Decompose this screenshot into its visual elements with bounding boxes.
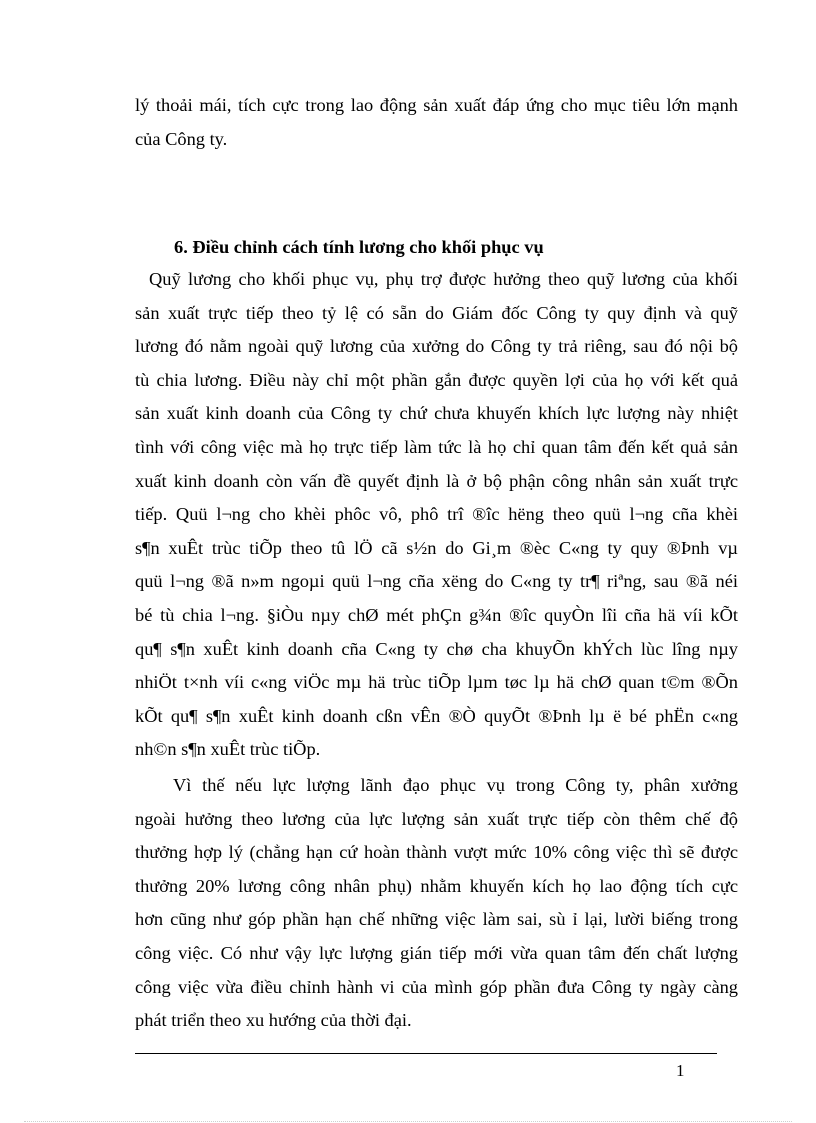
section-heading: 6. Điều chỉnh cách tính lương cho khối phục vụ xyxy=(174,237,544,257)
text-line: nh©n s¶n xuÊt trùc tiÕp. xyxy=(135,739,321,760)
page-number: 1 xyxy=(676,1061,685,1080)
paragraph-salary-fund xyxy=(135,263,738,767)
text-line: thưởng hợp lý (chẳng hạn cứ hoàn thành vượt mức 10% công việc thì sẽ được xyxy=(135,842,738,863)
text-line: tình với công việc mà họ trực tiếp làm tức là họ chỉ quan tâm đến kết quả sản xyxy=(135,436,738,457)
text-line: tù chia lương. Điều này chỉ một phần gắn được quyền lợi của họ với kết quả xyxy=(135,369,738,390)
text-line: ngoài hưởng theo lương của lực lượng sản xuất trực tiếp còn thêm chế độ xyxy=(135,808,738,829)
text-line: Quỹ lương cho khối phục vụ, phụ trợ được hưởng theo quỹ lương của khối xyxy=(149,269,738,289)
text-line: sản xuất trực tiếp theo tỷ lệ có sẵn do Giám đốc Công ty quy định và quỹ xyxy=(135,302,738,323)
text-line: xuất kinh doanh còn vấn đề quyết định là ở bộ phận công nhân sản xuất trực xyxy=(135,470,738,491)
text-line: nhiÖt t×nh víi c«ng viÖc mµ hä trùc tiÕp lµm tøc lµ hä chØ quan t©m ®Õn xyxy=(135,672,738,693)
text-line: sản xuất kinh doanh của Công ty chứ chưa khuyến khích lực lượng này nhiệt xyxy=(135,403,738,424)
text-line: tiếp. Quü l¬ng cho khèi phôc vô, phô trî ®îc hëng theo quü l¬ng cña khèi xyxy=(135,504,738,525)
text-line: thưởng 20% lương công nhân phụ) nhằm khuyến kích họ lao động tích cực xyxy=(135,875,738,896)
text-line: bé tù chia l¬ng. §iÒu nµy chØ mét phÇn g¾n ®îc quyÒn lîi cña hä víi kÕt xyxy=(135,604,738,625)
footer-divider xyxy=(135,1053,717,1054)
text-line: lý thoải mái, tích cực trong lao động sản xuất đáp ứng cho mục tiêu lớn mạnh xyxy=(135,95,738,115)
text-line: phát triển theo xu hướng của thời đại. xyxy=(135,1010,412,1031)
text-line: quü l¬ng ®ã n»m ngoµi quü l¬ng cña xëng do C«ng ty tr¶ riªng, sau ®ã néi xyxy=(135,571,738,592)
text-line: s¶n xuÊt trùc tiÕp theo tû lÖ cã s½n do Gi¸m ®èc C«ng ty quy ®Þnh vµ xyxy=(135,537,738,558)
text-line: lương đó nằm ngoài quỹ lương của xưởng do Công ty trả riêng, sau đó nội bộ xyxy=(135,336,738,357)
text-line: công việc. Có như vậy lực lượng gián tiếp mới vừa quan tâm đến chất lượng xyxy=(135,942,738,963)
text-line: công việc vừa điều chỉnh hành vi của mình góp phần đưa Công ty ngày càng xyxy=(135,976,738,997)
text-line: của Công ty. xyxy=(135,128,228,149)
page-bottom-border xyxy=(24,1121,792,1122)
paragraph-intro xyxy=(135,89,738,156)
text-line: Vì thế nếu lực lượng lãnh đạo phục vụ trong Công ty, phân xưởng xyxy=(173,775,738,795)
paragraph-incentive xyxy=(135,769,738,1038)
text-line: hơn cũng như góp phần hạn chế những việc làm sai, sù ỉ lại, lười biếng trong xyxy=(135,909,738,930)
text-line: qu¶ s¶n xuÊt kinh doanh cña C«ng ty chø cha khuyÕn khÝch lùc lîng nµy xyxy=(135,638,738,659)
text-line: kÕt qu¶ s¶n xuÊt kinh doanh cßn vÊn ®Ò quyÕt ®Þnh lµ ë bé phËn c«ng xyxy=(135,705,738,726)
